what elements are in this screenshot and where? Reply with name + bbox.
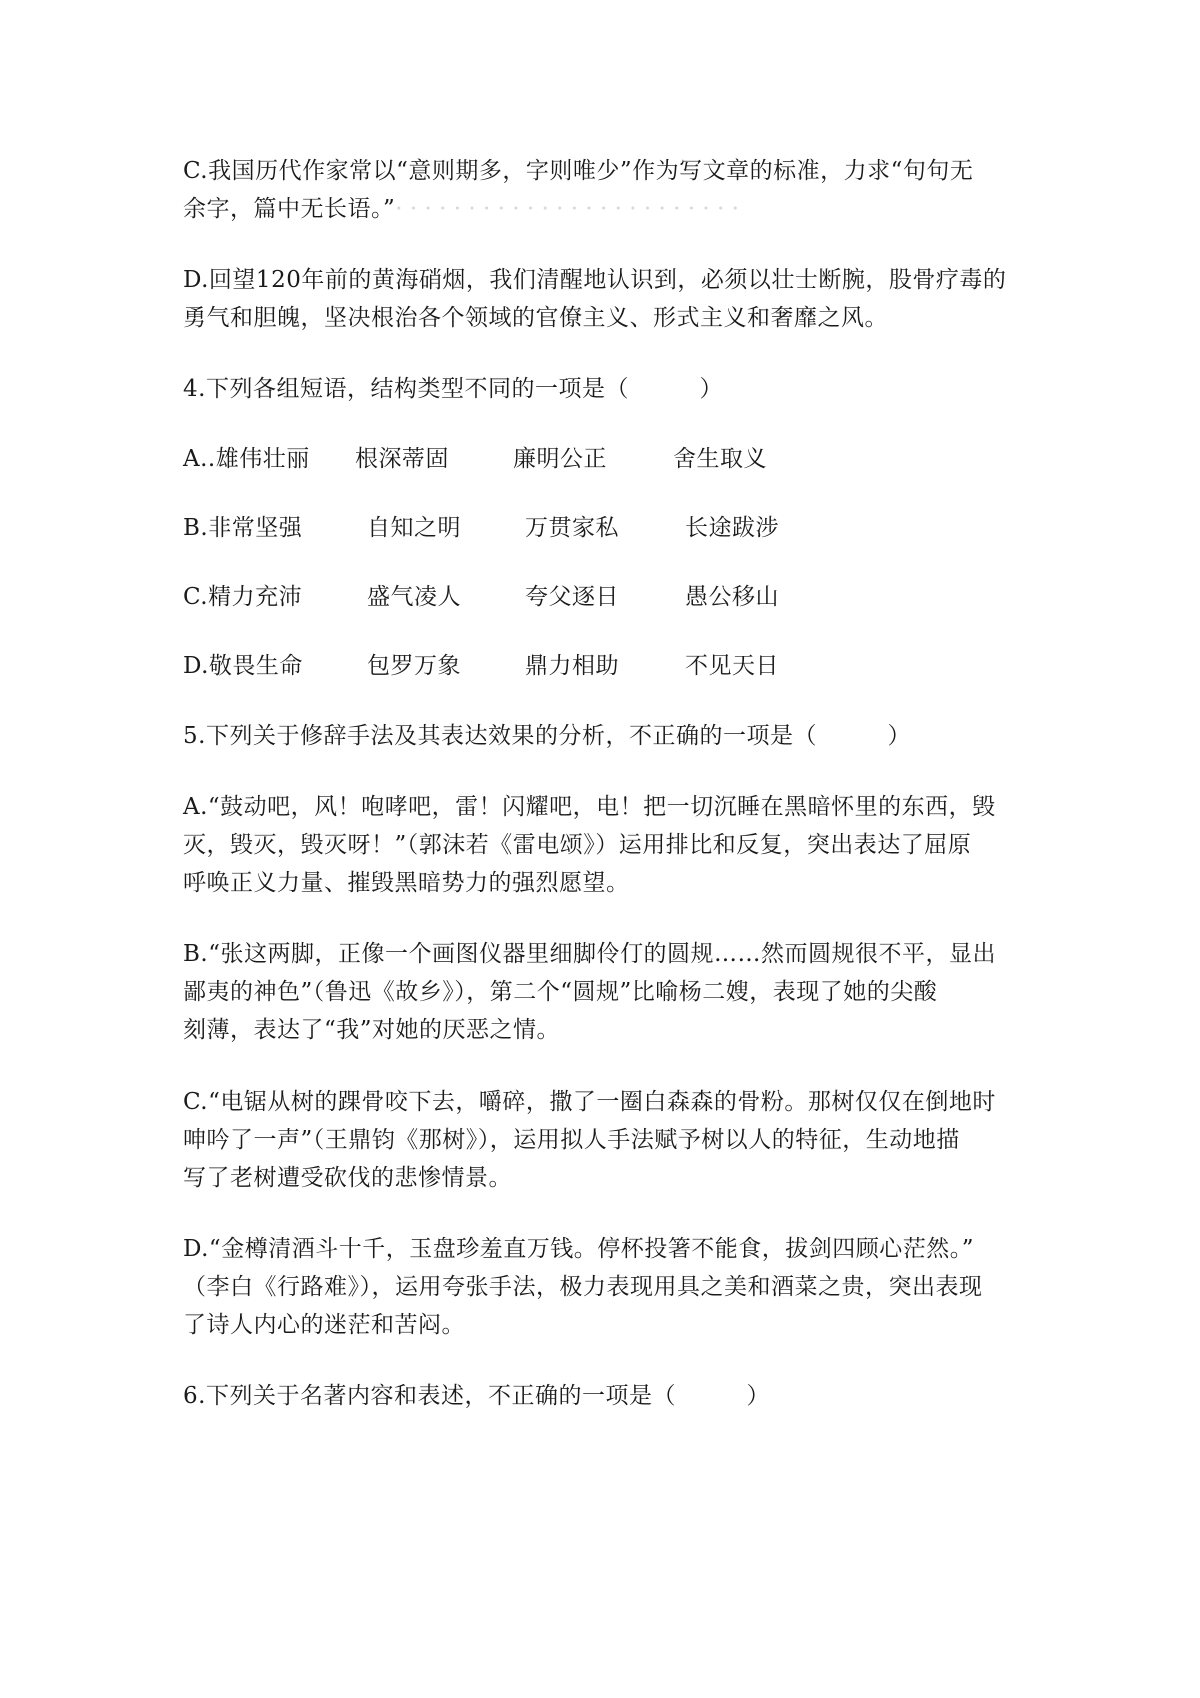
q5-option-d-line3: 了诗人内心的迷茫和苦闷。 [183, 1312, 465, 1338]
q5-option-d-line2: （李白《行路难》），运用夸张手法，极力表现用具之美和酒菜之贵，突出表现 [183, 1274, 983, 1300]
q4-option-c-word4: 愚公移山 [685, 584, 779, 610]
q4-option-a-word3: 廉明公正 [513, 446, 607, 472]
q5-option-d-line1: D.“金樽清酒斗十千，玉盘珍羞直万钱。停杯投箸不能食，拔剑四顾心茫然。” [183, 1236, 974, 1262]
q3-option-d-line2: 勇气和胆魄，坚决根治各个领域的官僚主义、形式主义和奢靡之风。 [183, 305, 888, 331]
q5-option-a-line2: 灭，毁灭，毁灭呀！”（郭沫若《雷电颂》）运用排比和反复，突出表达了屈原 [183, 832, 972, 858]
q3-option-c-line2 [183, 194, 739, 224]
q4-option-b-word3: 万贯家私 [525, 515, 619, 541]
q4-question-stem: 4.下列各组短语，结构类型不同的一项是（ ） [183, 376, 723, 402]
q5-option-b-line3: 刻薄，表达了“我”对她的厌恶之情。 [183, 1017, 561, 1043]
q5-option-a-line3: 呼唤正义力量、摧毁黑暗势力的强烈愿望。 [183, 870, 630, 896]
q5-option-c-line3: 写了老树遭受砍伐的悲惨情景。 [183, 1165, 512, 1191]
q4-option-d-label: D.敬畏生命 [183, 653, 303, 679]
faint-scan-mark: · · · · · · · · · · · · · · · · · · · · · · · · [395, 196, 739, 222]
q3-option-c-line1: C.我国历代作家常以“意则期多，字则唯少”作为写文章的标准，力求“句句无 [183, 158, 974, 184]
q5-option-b-line2: 鄙夷的神色”（鲁迅《故乡》），第二个“圆规”比喻杨二嫂，表现了她的尖酸 [183, 979, 938, 1005]
q5-question-stem: 5.下列关于修辞手法及其表达效果的分析，不正确的一项是（ ） [183, 723, 911, 749]
q3-option-c-line2-text: 余字，篇中无长语。” [183, 196, 396, 222]
q4-option-a-word2: 根深蒂固 [355, 446, 449, 472]
q5-option-a-line1: A.“鼓动吧，风！咆哮吧，雷！闪耀吧，电！把一切沉睡在黑暗怀里的东西，毁 [183, 794, 996, 820]
q4-option-a-label: A..雄伟壮丽 [183, 446, 310, 472]
q5-option-c-line1: C.“电锯从树的踝骨咬下去，嚼碎，撒了一圈白森森的骨粉。那树仅仅在倒地时 [183, 1089, 996, 1115]
q4-option-b-word2: 自知之明 [367, 515, 461, 541]
q4-option-c-word2: 盛气凌人 [367, 584, 461, 610]
q3-option-d-line1: D.回望120年前的黄海硝烟，我们清醒地认识到，必须以壮士断腕，股骨疗毒的 [183, 267, 1007, 293]
q5-option-b-line1: B.“张这两脚，正像一个画图仪器里细脚伶仃的圆规……然而圆规很不平，显出 [183, 941, 996, 967]
q4-option-a-word4: 舍生取义 [673, 446, 767, 472]
q4-option-d-word3: 鼎力相助 [525, 653, 619, 679]
q4-option-b-word4: 长途跋涉 [685, 515, 779, 541]
q4-option-d-word2: 包罗万象 [367, 653, 461, 679]
q4-option-c-word3: 夸父逐日 [525, 584, 619, 610]
q6-question-stem: 6.下列关于名著内容和表述，不正确的一项是（ ） [183, 1383, 770, 1409]
q5-option-c-line2: 呻吟了一声”（王鼎钧《那树》），运用拟人手法赋予树以人的特征，生动地描 [183, 1127, 960, 1153]
q4-option-c-label: C.精力充沛 [183, 584, 303, 610]
q4-option-b-label: B.非常坚强 [183, 515, 303, 541]
q4-option-d-word4: 不见天日 [685, 653, 779, 679]
